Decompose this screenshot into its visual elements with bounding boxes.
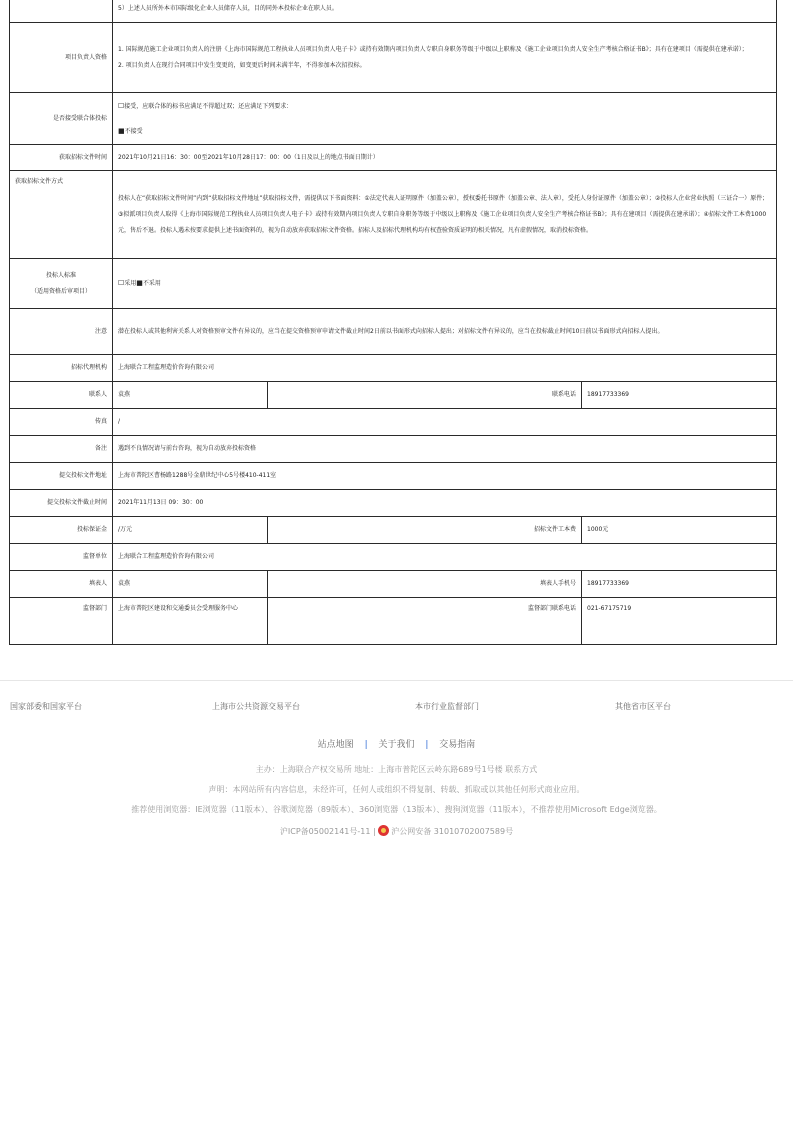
footer-nav <box>0 737 793 750</box>
method-text: 投标人在“获取招标文件时间”内到“获取招标文件地址”获取招标文件，需提供以下书面资料：①法定代表人证明原件（加盖公章），授权委托书原件（加盖公章、法人章），受托人身份证原件（加盖公章）；②投标人企业营业执照（三证合一）原件；③拟派项目负责人取得《上海市国际规范工程执业人员项目负责人电子卡》或持有效期内项目负责人专职自身职务等级于中级以上职称及《施工企业项目负责人安全生产考核合格证书B》；具有在建项目（需提供在建承诺）；④招标文件工本费1000元，售后不退。投标人遇未按要求提供上述书面资料的，视为自动放弃获取招标文件资格。招标人及招标代理机构均有权查验资质证明的相关情况，凡有虚假情况，取消投标资格。 <box>113 171 777 259</box>
icp-link[interactable]: 沪ICP备05002141号-11 <box>279 827 371 836</box>
footer-record <box>0 822 793 842</box>
about-us-link[interactable]: 关于我们 <box>378 740 415 750</box>
row-label-empty <box>10 0 113 23</box>
table-row <box>10 517 777 544</box>
subject-label: 投标人标准 <box>45 271 76 279</box>
subject-label-cell <box>10 259 113 309</box>
table-row <box>10 544 777 571</box>
review-label: 监督单位 <box>10 544 113 571</box>
table-row <box>10 0 777 23</box>
review-value: 上海联合工程监理造价咨询有限公司 <box>113 544 777 571</box>
other-text: 潜在投标人或其他利害关系人对资格预审文件有异议的，应当在提交资格预审申请文件截止时间2日前以书面形式向招标人提出；对招标文件有异议的，应当在投标截止时间10日前以书面形式向招标人提出。 <box>113 309 777 355</box>
footer-link-industry-supervision[interactable]: 本市行业监督部门 <box>415 702 479 711</box>
footer-statement: 声明：本网站所有内容信息，未经许可，任何人或组织不得复制、转载、抓取或以其他任何形式商业应用。 <box>208 785 585 794</box>
checked-box-icon: ■ <box>136 279 143 287</box>
supervise-value: 上海市普陀区建设和交通委员会受理服务中心 <box>113 598 268 645</box>
consortium-label: 是否接受联合体投标 <box>10 93 113 145</box>
bond-label: 投标保证金 <box>10 517 113 544</box>
rep-value: 袁燕 <box>113 571 268 598</box>
nav-separator: | <box>364 740 368 750</box>
table-row <box>10 259 777 309</box>
checked-box-icon: ■ <box>118 126 125 135</box>
table-row <box>10 355 777 382</box>
nav-separator: | <box>425 740 429 750</box>
manager-text-1: 1. 国际规范施工企业项目负责人的注册《上海市国际规范工程执业人员项目负责人电子卡》或持有效期内项目负责人专职自身职务等级于中级以上职称及《施工企业项目负责人安全生产考核合格证书B》；具有在建项目（需提供在建承诺）； <box>118 45 748 53</box>
fax-label: 传真 <box>10 409 113 436</box>
time-label: 获取招标文件时间 <box>10 145 113 171</box>
phone-value: 18917733369 <box>582 382 777 409</box>
note-label: 备注 <box>10 436 113 463</box>
fee-label: 招标文件工本费 <box>268 517 582 544</box>
trade-guide-link[interactable]: 交易指南 <box>439 740 476 750</box>
site-footer <box>0 680 793 842</box>
row0-text: 5）上述人员所外本市国际级化企业人员储存人员，目的同外本投标企业在职人员。 <box>113 0 777 23</box>
note-value: 遇到不良情况请与前台咨询，视为自动放弃投标资格 <box>113 436 777 463</box>
table-row <box>10 145 777 171</box>
rep-phone-label: 填表人手机号 <box>268 571 582 598</box>
site-map-link[interactable]: 站点地图 <box>317 740 354 750</box>
subject-text-2: 不采用 <box>142 280 161 287</box>
agency-label: 招标代理机构 <box>10 355 113 382</box>
tender-info-table <box>9 0 777 645</box>
deadline-value: 2021年11月13日 09：30：00 <box>113 490 777 517</box>
table-row <box>10 463 777 490</box>
rep-phone-value: 18917733369 <box>582 571 777 598</box>
supervise-label: 监督部门 <box>10 598 113 645</box>
table-row <box>10 382 777 409</box>
table-row <box>10 598 777 645</box>
table-row <box>10 571 777 598</box>
contact-label: 联系人 <box>10 382 113 409</box>
footer-browser: 推荐使用浏览器：IE浏览器（11版本）、谷歌浏览器（89版本）、360浏览器（13版本）、搜狗浏览器（11版本），不推荐使用Microsoft Edge浏览器。 <box>131 805 662 814</box>
table-row <box>10 309 777 355</box>
bond-value: /万元 <box>113 517 268 544</box>
table-row <box>10 171 777 259</box>
other-label: 注意 <box>10 309 113 355</box>
unchecked-box-icon: ☐ <box>118 101 125 110</box>
record-separator: | <box>373 827 379 836</box>
consortium-cell <box>113 93 777 145</box>
deadline-label: 提交投标文件截止时间 <box>10 490 113 517</box>
police-badge-icon <box>378 825 389 836</box>
manager-cell <box>113 23 777 93</box>
subject-text: 采用 <box>124 280 137 287</box>
table-row <box>10 409 777 436</box>
method-label: 获取招标文件方式 <box>10 171 113 259</box>
table-row <box>10 490 777 517</box>
table-row <box>10 23 777 93</box>
phone-label: 联系电话 <box>268 382 582 409</box>
police-record-link[interactable]: 沪公网安备 31010702007589号 <box>391 827 514 836</box>
manager-label: 项目负责人资格 <box>10 23 113 93</box>
footer-host: 主办：上海联合产权交易所 地址：上海市普陀区云岭东路689号1号楼 联系方式 <box>255 765 538 774</box>
footer-link-other-provinces[interactable]: 其他省市区平台 <box>615 702 671 711</box>
footer-link-national[interactable]: 国家部委和国家平台 <box>10 702 82 711</box>
manager-text-2: 2. 项目负责人在现行合同项目中发生变更的，如变更后时间未满半年，不得参加本次招投标。 <box>118 61 366 69</box>
table-row <box>10 436 777 463</box>
contact-value: 袁燕 <box>113 382 268 409</box>
agency-value: 上海联合工程监理造价咨询有限公司 <box>113 355 777 382</box>
fax-value: / <box>113 409 777 436</box>
footer-meta <box>0 760 793 842</box>
time-text: 2021年10月21日16：30：00至2021年10月28日17：00：00（1日及以上的地点书面日期计） <box>113 145 777 171</box>
footer-links <box>0 681 793 731</box>
consortium-text-1: 接受，应联合体的标书应满足不得超过双；还应满足下列要求： <box>124 102 293 110</box>
addr-label: 提交投标文件地址 <box>10 463 113 490</box>
subject-cell <box>113 259 777 309</box>
addr-value: 上海市普陀区曹杨路1288号金鼎世纪中心5号楼410-411室 <box>113 463 777 490</box>
subject-note: （适用资格后审项目） <box>30 287 91 295</box>
rep-label: 填表人 <box>10 571 113 598</box>
fee-value: 1000元 <box>582 517 777 544</box>
supervise-phone-value: 021-67175719 <box>582 598 777 645</box>
footer-link-shanghai-platform[interactable]: 上海市公共资源交易平台 <box>212 702 300 711</box>
table-row <box>10 93 777 145</box>
unchecked-box-icon: ☐ <box>118 279 125 287</box>
consortium-text-2: 不接受 <box>124 127 143 135</box>
supervise-phone-label: 监督部门联系电话 <box>268 598 582 645</box>
